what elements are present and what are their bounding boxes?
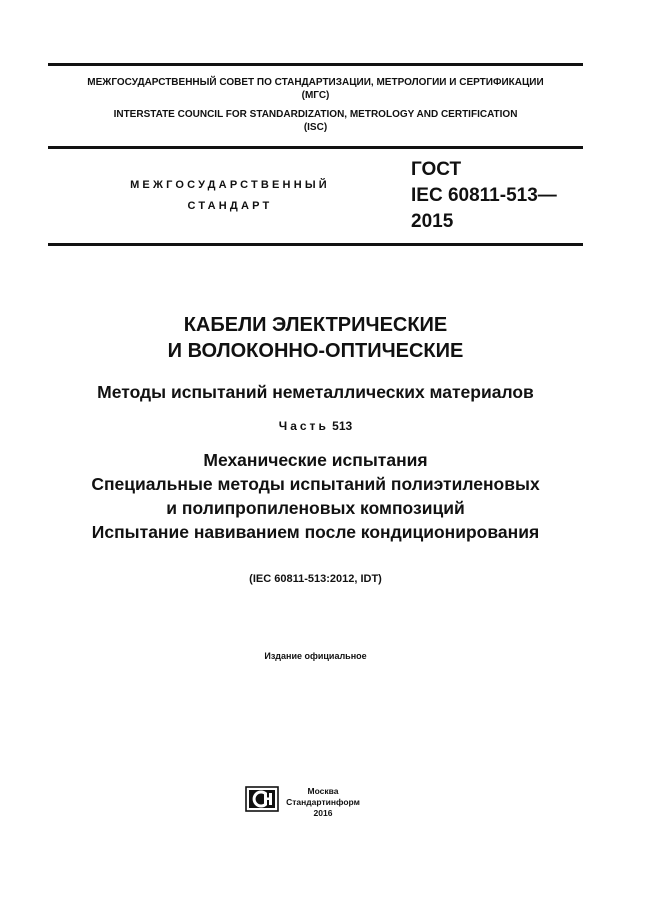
council-ru-line2: (МГС) — [301, 90, 330, 101]
gost-line2: IEC 60811-513— — [411, 185, 557, 206]
subtitle-line2: Специальные методы испытаний полиэтиленовых — [91, 474, 540, 494]
standard-rule — [48, 243, 583, 246]
subtitle-line1: Механические испытания — [203, 450, 428, 470]
subtitle-line4: Испытание навиванием после кондиционирования — [91, 522, 540, 542]
gost-line1: ГОСТ — [411, 159, 462, 180]
gost-line3: 2015 — [411, 211, 454, 232]
subtitle-line3: и полипропиленовых композиций — [166, 498, 465, 518]
standartinform-logo-icon — [245, 786, 279, 812]
top-rule — [48, 63, 583, 66]
publisher-name: Стандартинформ — [286, 797, 360, 807]
council-en-line2: (ISC) — [303, 122, 328, 133]
iec-reference: (IEC 60811-513:2012, IDT) — [249, 573, 382, 585]
methods-title: Методы испытаний неметаллических материалов — [97, 382, 534, 402]
part-label — [48, 419, 583, 433]
header-rule — [48, 146, 583, 149]
title-line1: КАБЕЛИ ЭЛЕКТРИЧЕСКИЕ — [183, 314, 448, 336]
part-word: Часть — [278, 419, 329, 433]
publisher-city: Москва — [307, 786, 339, 796]
part-number: 513 — [332, 419, 353, 433]
edition-label: Издание официальное — [264, 651, 367, 661]
standard-kind-line2: СТАНДАРТ — [187, 200, 273, 212]
publisher-year: 2016 — [313, 808, 333, 818]
title-line2: И ВОЛОКОННО-ОПТИЧЕСКИЕ — [167, 340, 464, 362]
standard-kind-line1: МЕЖГОСУДАРСТВЕННЫЙ — [130, 179, 330, 191]
council-ru-line1: МЕЖГОСУДАРСТВЕННЫЙ СОВЕТ ПО СТАНДАРТИЗАЦИИ, МЕТРОЛОГИИ И СЕРТИФИКАЦИИ — [87, 77, 544, 88]
council-en-line1: INTERSTATE COUNCIL FOR STANDARDIZATION, METROLOGY AND CERTIFICATION — [113, 109, 518, 120]
